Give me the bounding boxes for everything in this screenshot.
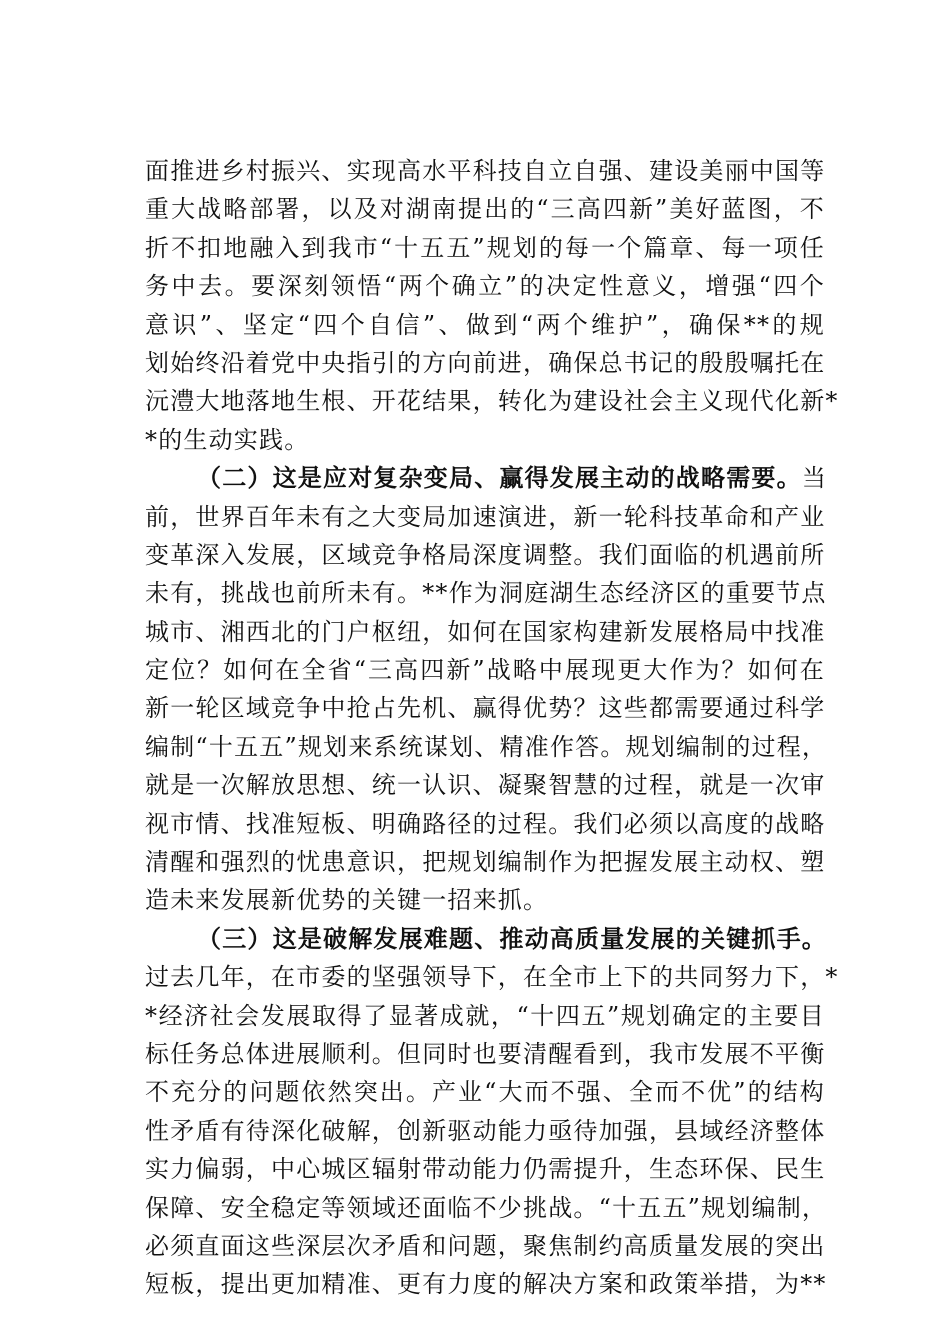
text-line: 重大战略部署，以及对湖南提出的“三高四新”美好蓝图，不 [145,195,825,224]
text-line: 短板，提出更加精准、更有力度的解决方案和政策举措，为** [145,1270,827,1299]
text-line: 不充分的问题依然突出。产业“大而不强、全而不优”的结构 [145,1078,825,1107]
text-line: 保障、安全稳定等领域还面临不少挑战。“十五五”规划编制， [145,1193,828,1222]
text-line: 变革深入发展，区域竞争格局深度调整。我们面临的机遇前所 [145,540,826,569]
text-line: 视市情、找准短板、明确路径的过程。我们必须以高度的战略 [145,809,826,838]
text-line: 划始终沿着党中央指引的方向前进，确保总书记的殷殷嘱托在 [145,348,826,377]
paragraph-2 [145,459,828,920]
section-heading-line [145,920,825,958]
section-heading-line [145,459,828,497]
text-line: 标任务总体进展顺利。但同时也要清醒看到，我市发展不平衡 [145,1039,826,1068]
paragraph-3 [145,920,839,1304]
paragraph-1 [145,152,839,459]
text-line: 清醒和强烈的忧患意识，把规划编制作为把握发展主动权、塑 [145,848,826,877]
heading-tail-text: 当 [801,464,828,493]
text-line: 就是一次解放思想、统一认识、凝聚智慧的过程，就是一次审 [145,771,826,800]
text-line: 造未来发展新优势的关键一招来抓。 [145,886,549,915]
text-line: *经济社会发展取得了显著成就，“十四五”规划确定的主要目 [145,1001,825,1030]
text-line: 沅澧大地落地生根、开花结果，转化为建设社会主义现代化新* [145,387,839,416]
section-heading: （三）这是破解发展难题、推动高质量发展的关键抓手。 [197,923,827,953]
text-line: 必须直面这些深层次矛盾和问题，聚焦制约高质量发展的突出 [145,1231,826,1260]
text-line: 性矛盾有待深化破解，创新驱动能力亟待加强，县域经济整体 [145,1116,826,1145]
text-line: *的生动实践。 [145,425,310,454]
text-line: 未有，挑战也前所未有。**作为洞庭湖生态经济区的重要节点 [145,579,827,608]
text-line: 编制“十五五”规划来系统谋划、精准作答。规划编制的过程， [145,732,828,761]
text-line: 城市、湘西北的门户枢纽，如何在国家构建新发展格局中找准 [145,617,826,646]
text-line: 面推进乡村振兴、实现高水平科技自立自强、建设美丽中国等 [145,157,826,185]
text-line: 务中去。要深刻领悟“两个确立”的决定性意义，增强“四个 [145,272,825,301]
text-line: 实力偏弱，中心城区辐射带动能力仍需提升，生态环保、民生 [145,1155,826,1184]
text-line: 意识”、坚定“四个自信”、做到“两个维护”，确保**的规 [145,310,825,339]
text-line: 定位？如何在全省“三高四新”战略中展现更大作为？如何在 [145,656,825,685]
text-line: 折不扣地融入到我市“十五五”规划的每一个篇章、每一项任 [145,233,825,262]
text-line: 前，世界百年未有之大变局加速演进，新一轮科技革命和产业 [145,502,826,531]
document-page [145,152,839,1304]
section-heading: （二）这是应对复杂变局、赢得发展主动的战略需要。 [197,463,802,493]
text-line: 新一轮区域竞争中抢占先机、赢得优势？这些都需要通过科学 [145,694,826,723]
text-line: 过去几年，在市委的坚强领导下，在全市上下的共同努力下，* [145,963,839,992]
